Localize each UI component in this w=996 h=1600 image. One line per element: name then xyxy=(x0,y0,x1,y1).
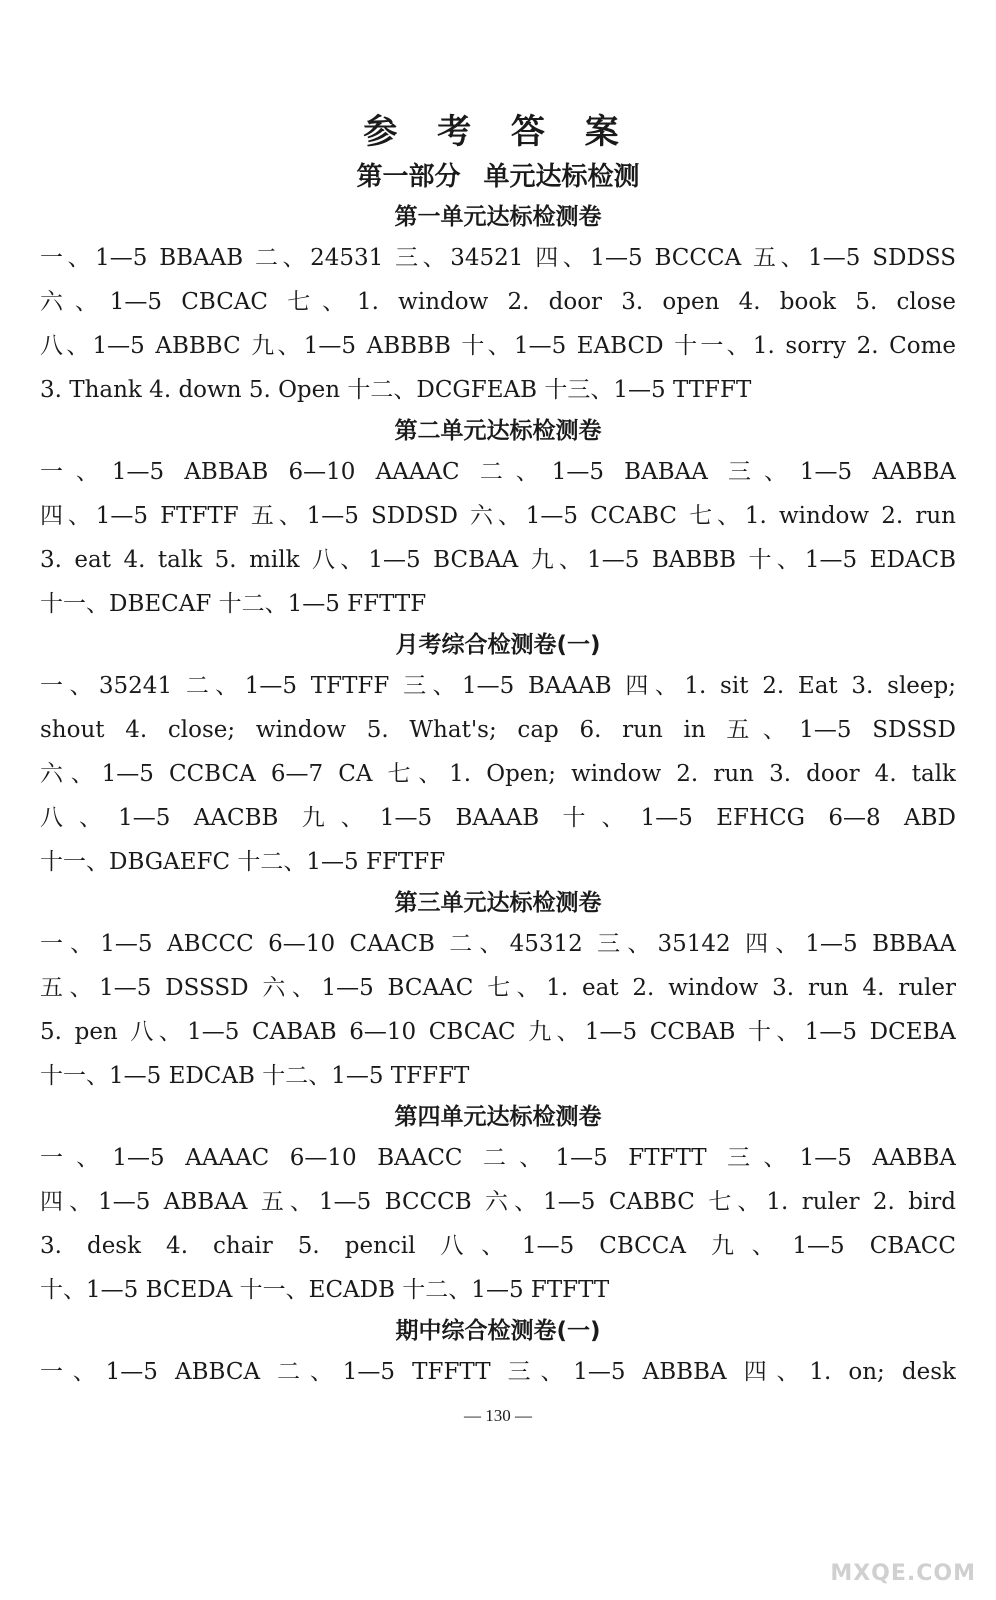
answer-line: 3. Thank 4. down 5. Open 十二、DCGFEAB 十三、1—5 TTFFT xyxy=(40,377,752,403)
answer-line: 一、1—5 ABBCA 二、1—5 TFFTT 三、1—5 ABBBA 四、1. on; desk xyxy=(40,1359,956,1385)
answer-line: 5. pen 八、1—5 CABAB 6—10 CBCAC 九、1—5 CCBAB 十、1—5 DCEBA xyxy=(40,1019,956,1045)
answer-line: 一、1—5 BBAAB 二、24531 三、34521 四、1—5 BCCCA 五、1—5 SDDSS xyxy=(40,245,956,271)
section-unit-1 xyxy=(40,198,956,412)
section-midterm-test-1 xyxy=(40,1312,956,1394)
watermark-logo xyxy=(776,1516,976,1586)
answer-line: 六、1—5 CCBCA 6—7 CA 七、1. Open; window 2. run 3. door 4. talk xyxy=(40,761,956,787)
answer-line: 十一、DBECAF 十二、1—5 FFTTF xyxy=(40,591,427,617)
section-monthly-test-1 xyxy=(40,626,956,884)
section-unit-4 xyxy=(40,1098,956,1312)
answer-line: 四、1—5 ABBAA 五、1—5 BCCCB 六、1—5 CABBC 七、1. ruler 2. bird xyxy=(40,1189,956,1215)
answer-line: 五、1—5 DSSSD 六、1—5 BCAAC 七、1. eat 2. window 3. run 4. ruler xyxy=(40,975,956,1001)
answer-line: 十、1—5 BCEDA 十一、ECADB 十二、1—5 FTFTT xyxy=(40,1277,610,1303)
answer-line: 十一、DBGAEFC 十二、1—5 FFTFF xyxy=(40,849,446,875)
answer-line: 3. desk 4. chair 5. pencil 八、1—5 CBCCA 九、1—5 CBACC xyxy=(40,1233,956,1259)
answer-line: shout 4. close; window 5. What's; cap 6. run in 五、1—5 SDSSD xyxy=(40,717,956,743)
page-number: — 130 — xyxy=(464,1406,532,1425)
section-unit-3 xyxy=(40,884,956,1098)
answer-line: 一、1—5 AAAAC 6—10 BAACC 二、1—5 FTFTT 三、1—5 AABBA xyxy=(40,1145,956,1171)
section-title: 期中综合检测卷(一) xyxy=(395,1318,601,1344)
answer-line: 一、1—5 ABBAB 6—10 AAAAC 二、1—5 BABAA 三、1—5 AABBA xyxy=(40,459,956,485)
page-title: 参 考 答 案 xyxy=(363,112,633,152)
answer-line: 八、1—5 ABBBC 九、1—5 ABBBB 十、1—5 EABCD 十一、1. sorry 2. Come xyxy=(40,333,956,359)
section-unit-2 xyxy=(40,412,956,626)
answer-content xyxy=(40,198,956,1394)
answer-line: 四、1—5 FTFTF 五、1—5 SDDSD 六、1—5 CCABC 七、1. window 2. run xyxy=(40,503,956,529)
section-title: 第一单元达标检测卷 xyxy=(394,204,602,230)
part-title: 第一部分 单元达标检测 xyxy=(356,162,640,192)
section-title: 第三单元达标检测卷 xyxy=(394,890,602,916)
answer-line: 十一、1—5 EDCAB 十二、1—5 TFFFT xyxy=(40,1063,470,1089)
answer-line: 六、1—5 CBCAC 七、1. window 2. door 3. open 4. book 5. close xyxy=(40,289,956,315)
watermark-text: MXQE.COM xyxy=(830,1561,976,1586)
answer-line: 3. eat 4. talk 5. milk 八、1—5 BCBAA 九、1—5 BABBB 十、1—5 EDACB xyxy=(40,547,956,573)
section-title: 第二单元达标检测卷 xyxy=(394,418,602,444)
answer-line: 一、35241 二、1—5 TFTFF 三、1—5 BAAAB 四、1. sit 2. Eat 3. sleep; xyxy=(40,673,956,699)
section-title: 第四单元达标检测卷 xyxy=(394,1104,602,1130)
answer-line: 八、1—5 AACBB 九、1—5 BAAAB 十、1—5 EFHCG 6—8 ABD xyxy=(40,805,956,831)
answer-line: 一、1—5 ABCCC 6—10 CAACB 二、45312 三、35142 四、1—5 BBBAA xyxy=(40,931,956,957)
section-title: 月考综合检测卷(一) xyxy=(395,632,601,658)
